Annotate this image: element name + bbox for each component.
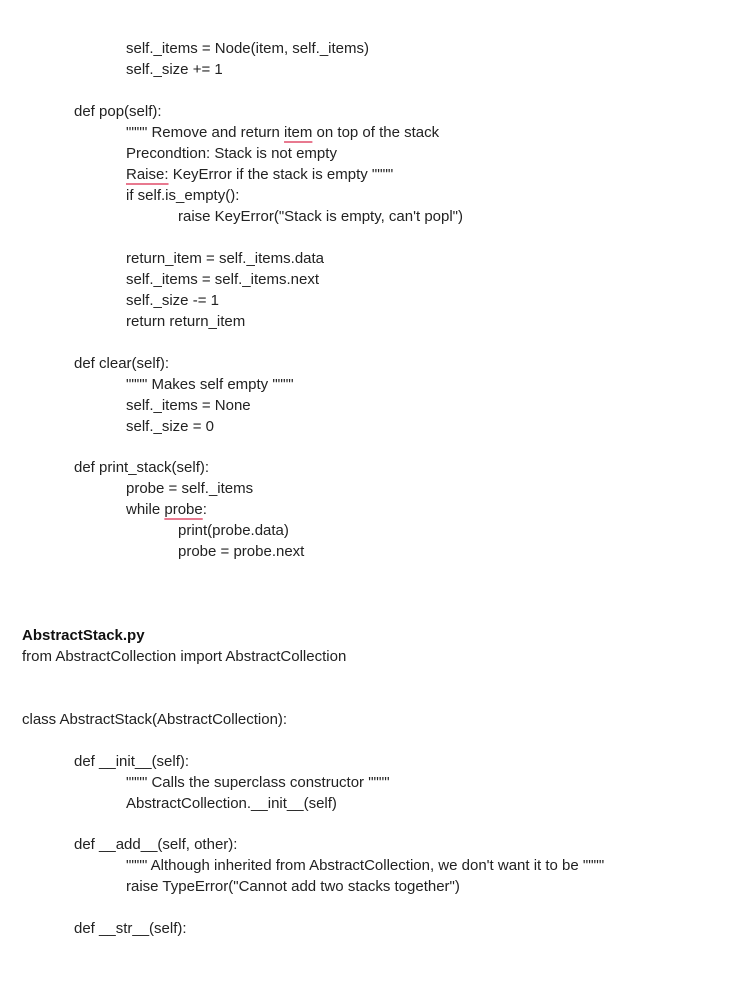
code-line-def-add: def __add__(self, other): xyxy=(74,836,238,853)
code-line: self._items = None xyxy=(126,397,251,414)
code-line: Precondtion: Stack is not empty xyxy=(126,145,337,162)
code-text: """" Remove and return xyxy=(126,124,285,141)
code-text: : xyxy=(202,501,207,518)
code-line-def-pop: def pop(self): xyxy=(74,103,162,120)
code-line: probe = probe.next xyxy=(178,543,305,560)
file-heading: AbstractStack.py xyxy=(22,627,145,644)
code-line xyxy=(126,164,393,185)
code-line-def-clear: def clear(self): xyxy=(74,355,170,372)
code-line-class-def: class AbstractStack(AbstractCollection): xyxy=(22,711,288,728)
code-line: probe = self._items xyxy=(126,480,254,497)
code-line-def-init: def __init__(self): xyxy=(74,753,190,770)
code-line-docstring: """" Although inherited from AbstractCollection, we don't want it to be """" xyxy=(126,857,605,874)
code-line: self._size = 0 xyxy=(126,418,214,435)
code-line-docstring: """" Makes self empty """" xyxy=(126,376,294,393)
code-line-def-str: def __str__(self): xyxy=(74,920,187,937)
code-line: raise KeyError("Stack is empty, can't popl") xyxy=(178,208,463,225)
code-line: return_item = self._items.data xyxy=(126,250,325,267)
code-line: self._items = Node(item, self._items) xyxy=(126,40,369,57)
code-text: while xyxy=(126,501,165,518)
spellcheck-word: probe xyxy=(164,501,203,518)
code-line-docstring xyxy=(126,122,439,143)
code-line: self._size += 1 xyxy=(126,61,223,78)
code-line: print(probe.data) xyxy=(178,522,289,539)
code-text: KeyError if the stack is empty """" xyxy=(168,166,394,183)
code-line: AbstractCollection.__init__(self) xyxy=(126,795,337,812)
spellcheck-word: Raise: xyxy=(126,166,169,183)
code-line: self._size -= 1 xyxy=(126,292,219,309)
code-line xyxy=(126,499,207,520)
code-line: return return_item xyxy=(126,313,246,330)
code-text: on top of the stack xyxy=(312,124,440,141)
code-line: self._items = self._items.next xyxy=(126,271,319,288)
code-line: if self.is_empty(): xyxy=(126,187,240,204)
code-line-docstring: """" Calls the superclass constructor """" xyxy=(126,774,390,791)
spellcheck-word: item xyxy=(284,124,313,141)
code-line-import: from AbstractCollection import AbstractCollection xyxy=(22,648,347,665)
code-line: raise TypeError("Cannot add two stacks together") xyxy=(126,878,460,895)
code-line-def-print-stack: def print_stack(self): xyxy=(74,459,210,476)
